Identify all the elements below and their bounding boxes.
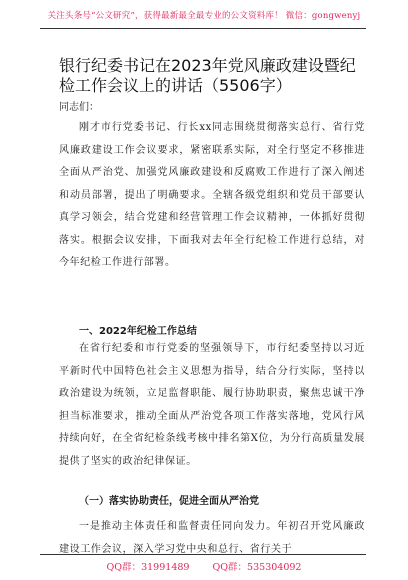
footer-qq-group-2: QQ群：535304092 — [212, 562, 302, 573]
footer-divider — [40, 554, 366, 555]
paragraph-summary: 在省行纪委和市行党委的坚强领导下，市行纪委坚持以习近平新时代中国特色社会主义思想为指导，结合分行实际，坚持以政治建设为统领，立足监督职能、履行协助职责，聚焦忠诚干净担当标准要求，推动全面从严治党各项工作落实落地，党风行风持续向好，在全省纪检条线考核中排名第X位，为分行高质量发展提供了坚实的政治纪律保证。 — [59, 343, 365, 467]
paragraph-intro: 刚才市行党委书记、行长xx同志围绕贯彻落实总行、省行党风廉政建设工作会议要求，紧密联系实际，对全行坚定不移推进全面从严治党、加强党风廉政建设和反腐败工作进行了深入阐述和动员部署，提出了明确要求。全辖各级党组织和党员干部要认真学习领会，结合党建和经营管理工作会议精神，一体抓好贯彻落实。根据会议安排，下面我对去年全行纪检工作进行总结，对今年纪检工作进行部署。 — [59, 122, 365, 268]
footer — [0, 559, 408, 573]
header-banner: 关注头条号“公文研究”，获得最新最全最专业的公文资料库！ 微信：gongwenyj — [47, 11, 361, 21]
subsection-heading: （一）落实协助责任，促进全面从严治党 — [79, 496, 259, 507]
header-divider — [40, 28, 366, 29]
footer-qq-group-1: QQ群：31991489 — [106, 562, 190, 573]
document-title: 银行纪委书记在2023年党风廉政建设暨纪检工作会议上的讲话（5506字） — [59, 56, 356, 95]
section-heading: 一、2022年纪检工作总结 — [79, 326, 197, 337]
paragraph-duty: 一是推动主体责任和监督责任同向发力。年初召开党风廉政建设工作会议，深入学习党中央和总行、省行关于 — [59, 521, 365, 555]
salutation: 同志们： — [59, 102, 99, 113]
